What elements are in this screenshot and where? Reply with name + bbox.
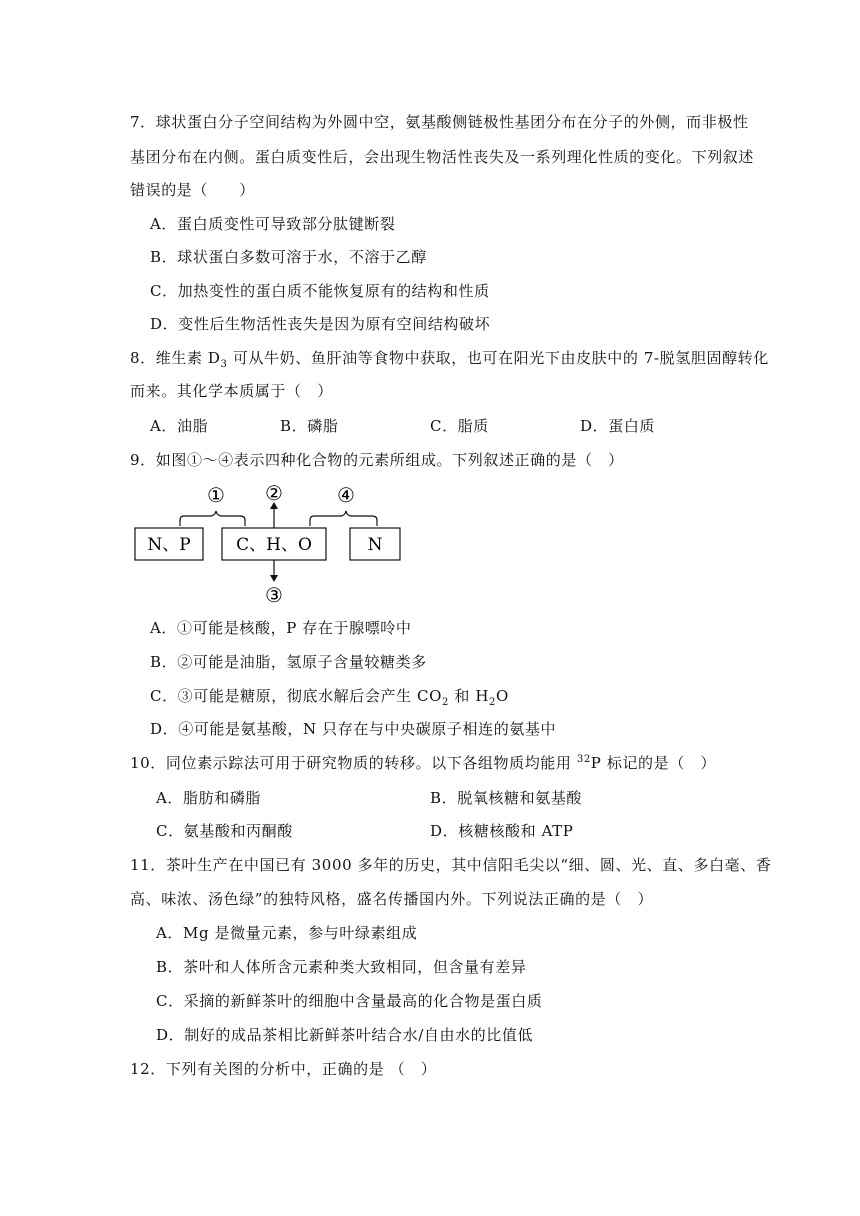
q7-option-d: D．变性后生物活性丧失是因为原有空间结构破坏 bbox=[150, 315, 491, 333]
q7-option-c: C．加热变性的蛋白质不能恢复原有的结构和性质 bbox=[150, 282, 490, 300]
q7-option-a: A．蛋白质变性可导致部分肽键断裂 bbox=[150, 215, 396, 233]
label-2: ② bbox=[265, 481, 283, 505]
box3-text: N bbox=[367, 535, 383, 555]
q8-stem-line-2: 而来。其化学本质属于（ ） bbox=[130, 382, 333, 400]
q7-stem-line-2: 基团分布在内侧。蛋白质变性后，会出现生物活性丧失及一系列理化性质的变化。下列叙述 bbox=[130, 148, 755, 166]
q10-option-a: A．脂肪和磷脂 bbox=[156, 789, 262, 807]
q11-stem-line-1: 11．茶叶生产在中国已有 3000 多年的历史，其中信阳毛尖以“细、圆、光、直、多白毫、香 bbox=[130, 856, 772, 874]
q8-stem-pre: 8．维生素 D bbox=[130, 349, 221, 367]
q8-option-c: C．脂质 bbox=[430, 417, 489, 435]
q12-stem: 12．下列有关图的分析中，正确的是 （ ） bbox=[130, 1060, 437, 1078]
q11-option-d: D．制好的成品茶相比新鲜茶叶结合水/自由水的比值低 bbox=[156, 1026, 534, 1044]
q10-option-d: D．核糖核酸和 ATP bbox=[430, 822, 574, 840]
q10-stem-post: P 标记的是（ ） bbox=[590, 754, 717, 772]
box2-text: C、H、O bbox=[236, 535, 312, 555]
q9-option-d: D．④可能是氨基酸，N 只存在与中央碳原子相连的氨基中 bbox=[150, 720, 557, 738]
q8-option-b: B．磷脂 bbox=[280, 417, 339, 435]
q8-option-d: D．蛋白质 bbox=[580, 417, 656, 435]
q10-stem-pre: 10．同位素示踪法可用于研究物质的转移。以下各组物质均能用 bbox=[130, 754, 577, 772]
label-3: ③ bbox=[265, 583, 283, 607]
q8-subscript: 3 bbox=[220, 359, 228, 370]
q11-option-c: C．采摘的新鲜茶叶的细胞中含量最高的化合物是蛋白质 bbox=[156, 992, 543, 1010]
q8-option-a: A．油脂 bbox=[150, 417, 209, 435]
arrow-down-head bbox=[270, 575, 278, 582]
label-1: ① bbox=[207, 483, 225, 507]
q9-option-c-sub2: 2 bbox=[489, 697, 496, 708]
q11-stem-line-2: 高、味浓、汤色绿”的独特风格，盛名传播国内外。下列说法正确的是（ ） bbox=[130, 890, 654, 908]
q8-stem-line-1 bbox=[130, 348, 769, 368]
brace-4 bbox=[310, 511, 377, 526]
element-composition-diagram bbox=[130, 478, 410, 608]
q10-option-c: C．氨基酸和丙酮酸 bbox=[156, 822, 293, 840]
q10-option-b: B．脱氧核糖和氨基酸 bbox=[430, 789, 583, 807]
q7-stem-line-1: 7．球状蛋白分子空间结构为外圆中空，氨基酸侧链极性基团分布在分子的外侧，而非极性 bbox=[130, 113, 749, 131]
q9-option-b: B．②可能是油脂，氢原子含量较糖类多 bbox=[150, 653, 427, 671]
q10-superscript: 32 bbox=[576, 754, 591, 765]
q9-option-c bbox=[150, 686, 509, 706]
q9-stem: 9．如图①～④表示四种化合物的元素所组成。下列叙述正确的是（ ） bbox=[130, 451, 624, 469]
q9-option-c-post: O bbox=[496, 687, 509, 705]
brace-1 bbox=[180, 511, 245, 526]
q10-stem bbox=[130, 753, 716, 773]
label-4: ④ bbox=[337, 483, 355, 507]
q9-option-a: A．①可能是核酸，P 存在于腺嘌呤中 bbox=[150, 619, 412, 637]
q8-stem-post: 可从牛奶、鱼肝油等食物中获取，也可在阳光下由皮肤中的 7-脱氢胆固醇转化 bbox=[227, 349, 769, 367]
q11-option-b: B．茶叶和人体所含元素种类大致相同，但含量有差异 bbox=[156, 958, 527, 976]
q7-stem-line-3: 错误的是（ ） bbox=[130, 181, 255, 199]
box1-text: N、P bbox=[147, 535, 191, 555]
q9-option-c-mid: 和 H bbox=[449, 687, 490, 705]
q11-option-a: A．Mg 是微量元素，参与叶绿素组成 bbox=[156, 924, 418, 942]
q7-option-b: B．球状蛋白多数可溶于水，不溶于乙醇 bbox=[150, 248, 427, 266]
q9-option-c-sub1: 2 bbox=[442, 697, 449, 708]
q9-option-c-pre: C．③可能是糖原，彻底水解后会产生 CO bbox=[150, 687, 443, 705]
